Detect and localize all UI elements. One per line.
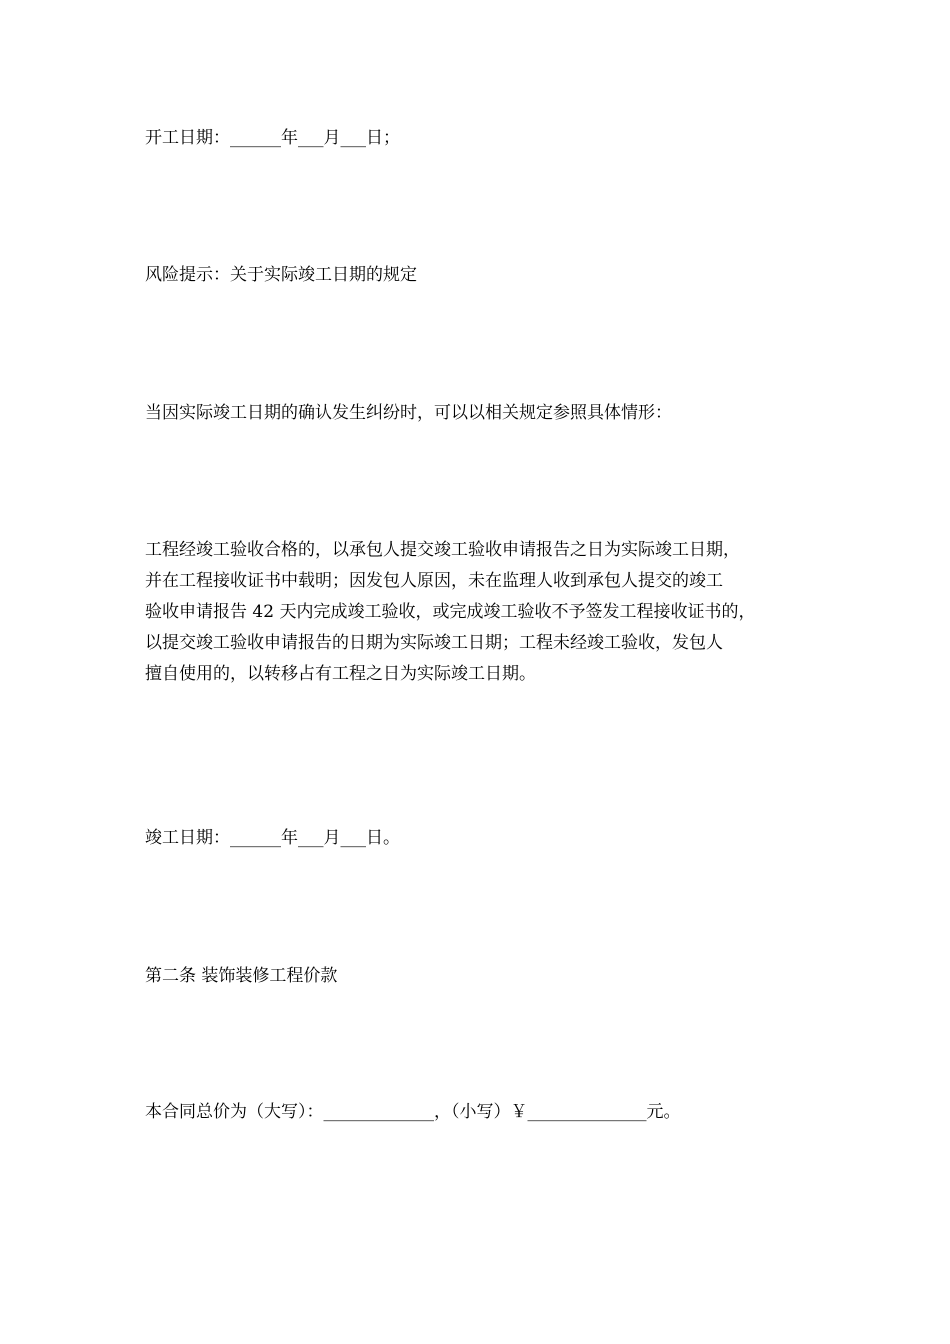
completion-rules-paragraph bbox=[145, 535, 825, 690]
completion-date-line: 竣工日期：______年___月___日。 bbox=[145, 828, 400, 848]
paragraph-line: 工程经竣工验收合格的，以承包人提交竣工验收申请报告之日为实际竣工日期， bbox=[145, 540, 740, 560]
risk-heading: 风险提示：关于实际竣工日期的规定 bbox=[145, 265, 417, 285]
article-two-heading: 第二条 装饰装修工程价款 bbox=[145, 966, 338, 986]
start-date-line: 开工日期：______年___月___日； bbox=[145, 128, 400, 148]
paragraph-line: 擅自使用的，以转移占有工程之日为实际竣工日期。 bbox=[145, 664, 536, 684]
paragraph-line: 以提交竣工验收申请报告的日期为实际竣工日期；工程未经竣工验收，发包人 bbox=[145, 633, 723, 653]
paragraph-line: 验收申请报告 42 天内完成竣工验收，或完成竣工验收不予签发工程接收证书的， bbox=[145, 602, 756, 622]
dispute-intro: 当因实际竣工日期的确认发生纠纷时，可以以相关规定参照具体情形： bbox=[145, 403, 672, 423]
contract-price-line: 本合同总价为（大写）：_____________，（小写）￥______________元。 bbox=[145, 1102, 681, 1122]
paragraph-line: 并在工程接收证书中载明；因发包人原因，未在监理人收到承包人提交的竣工 bbox=[145, 571, 723, 591]
